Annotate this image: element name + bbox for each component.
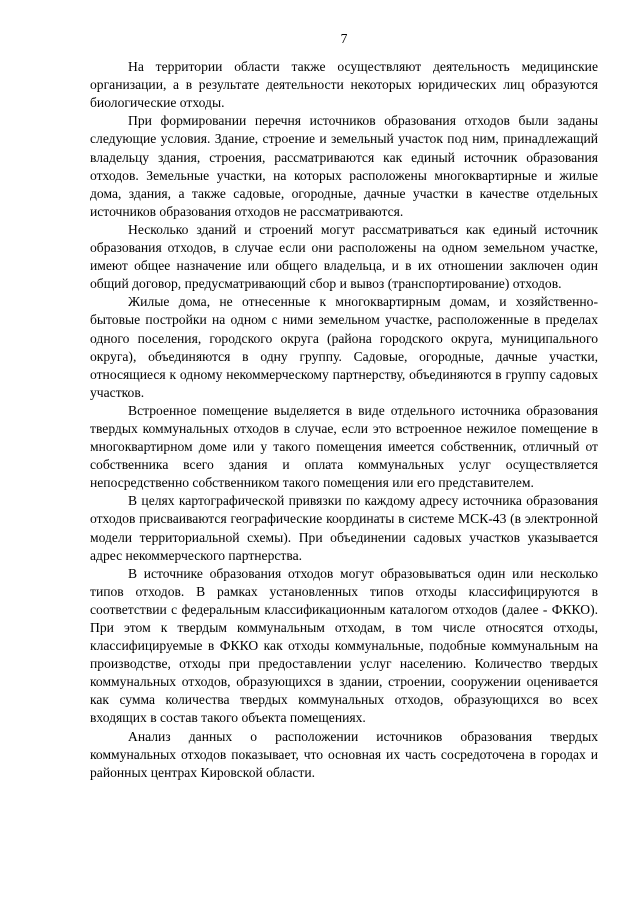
paragraph-cartographic-binding: В целях картографической привязки по каждому адресу источника образования отходов присваиваются географические координаты в системе МСК-43 (в электронной модели территориальной схемы). При объединении садовых участков указывается адрес некоммерческого партнерства.: [90, 493, 598, 563]
paragraph-source-conditions: При формировании перечня источников образования отходов были заданы следующие условия. Здание, строение и земельный участок под ним, принадлежащий владельцу здания, строения, рассматриваются как единый источник образования отходов. Земельные участки, на которых расположены многоквартирные и жилые дома, здания, а также садовые, огородные, дачные участки в качестве отдельных источников образования отходов не рассматриваются.: [90, 113, 598, 219]
page-number: 7: [340, 31, 348, 46]
paragraph-medical-organizations: На территории области также осуществляют деятельность медицинские организации, а в результате деятельности некоторых юридических лиц образуются биологические отходы.: [90, 59, 598, 111]
paragraph-analysis: Анализ данных о расположении источников образования твердых коммунальных отходов показывает, что основная их часть сосредоточена в городах и районных центрах Кировской области.: [90, 728, 598, 780]
paragraph-residential-houses: Жилые дома, не отнесенные к многоквартирным домам, и хозяйственно-бытовые постройки на одном с ними земельном участке, расположенные в пределах одного поселения, городского округа (района городского округа, муниципального округа), объединяются в одну группу. Садовые, огородные, дачные участки, относящиеся к одному некоммерческому партнерству, объединяются в группу садовых участков.: [90, 294, 598, 400]
paragraph-waste-types: В источнике образования отходов могут образовываться один или несколько типов отходов. В рамках установленных типов отходы классифицируются в соответствии с федеральным классификационным каталогом отходов (далее - ФККО). При этом к твердым коммунальным отходам, в том числе относятся отходы, классифицируемые в ФККО как отходы коммунальные, подобные коммунальным на производстве, отходы при предоставлении услуг населению. Количество твердых коммунальных отходов, образующихся в здании, строении, сооружении оценивается как сумма количества твердых коммунальных отходов, образующихся во всех входящих в состав такого объекта помещениях.: [90, 565, 598, 726]
paragraph-multiple-buildings: Несколько зданий и строений могут рассматриваться как единый источник образования отходов, в случае если они расположены на одном земельном участке, имеют общее назначение или общего владельца, и в их отношении заключен один общий договор, предусматривающий сбор и вывоз (транспортирование) отходов.: [90, 221, 598, 292]
document-page: [90, 30, 598, 782]
paragraph-built-in-premises: Встроенное помещение выделяется в виде отдельного источника образования твердых коммунальных отходов в случае, если это встроенное нежилое помещение в многоквартирном доме или у такого помещения имеется собственник, отличный от собственника всего здания и оплата коммунальных услуг осуществляется непосредственно собственником такого помещения или его представителем.: [90, 402, 598, 491]
